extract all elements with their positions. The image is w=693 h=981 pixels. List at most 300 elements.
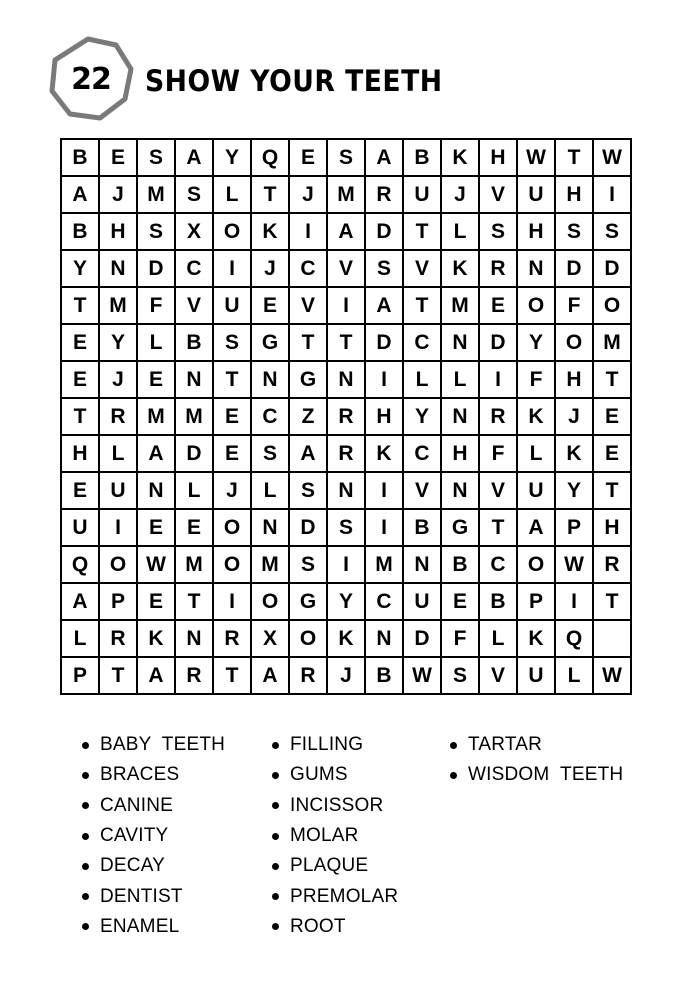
grid-cell[interactable] — [100, 584, 138, 621]
grid-cell[interactable] — [594, 140, 632, 177]
grid-cell[interactable] — [252, 473, 290, 510]
grid-cell[interactable] — [62, 362, 100, 399]
grid-letter: C — [186, 256, 202, 280]
grid-letter: R — [338, 441, 354, 465]
grid-cell[interactable] — [214, 214, 252, 251]
grid-cell[interactable] — [62, 399, 100, 436]
grid-cell[interactable] — [138, 214, 176, 251]
grid-cell[interactable] — [252, 436, 290, 473]
grid-cell[interactable] — [214, 325, 252, 362]
grid-cell[interactable] — [62, 177, 100, 214]
grid-cell[interactable] — [556, 214, 594, 251]
grid-cell[interactable] — [518, 510, 556, 547]
grid-cell[interactable] — [404, 436, 442, 473]
grid-cell[interactable] — [366, 251, 404, 288]
grid-cell[interactable] — [290, 510, 328, 547]
grid-cell[interactable] — [480, 473, 518, 510]
grid-cell[interactable] — [100, 177, 138, 214]
grid-cell[interactable] — [366, 288, 404, 325]
grid-cell[interactable] — [518, 436, 556, 473]
grid-cell[interactable] — [404, 399, 442, 436]
grid-cell[interactable] — [138, 288, 176, 325]
grid-cell[interactable] — [214, 510, 252, 547]
grid-cell[interactable] — [556, 140, 594, 177]
grid-cell[interactable] — [176, 325, 214, 362]
word-list-item — [82, 730, 225, 760]
grid-cell[interactable] — [176, 251, 214, 288]
grid-cell[interactable] — [366, 584, 404, 621]
grid-cell[interactable] — [556, 436, 594, 473]
grid-cell[interactable] — [290, 436, 328, 473]
grid-letter: S — [566, 219, 581, 243]
grid-cell[interactable] — [328, 399, 366, 436]
word-label: GUMS — [290, 764, 348, 786]
grid-cell[interactable] — [100, 436, 138, 473]
grid-letter: W — [146, 552, 166, 576]
grid-cell[interactable] — [62, 288, 100, 325]
grid-cell[interactable] — [252, 621, 290, 658]
grid-cell[interactable] — [100, 547, 138, 584]
grid-cell[interactable] — [366, 214, 404, 251]
grid-cell[interactable] — [328, 140, 366, 177]
word-list-item — [82, 760, 225, 790]
grid-cell[interactable] — [518, 473, 556, 510]
grid-cell[interactable] — [62, 214, 100, 251]
grid-cell[interactable] — [556, 621, 594, 658]
grid-cell[interactable] — [176, 362, 214, 399]
grid-cell[interactable] — [138, 621, 176, 658]
grid-cell[interactable] — [62, 658, 100, 695]
grid-cell[interactable] — [518, 658, 556, 695]
grid-letter: P — [110, 589, 125, 613]
grid-letter: T — [415, 219, 429, 243]
grid-cell[interactable] — [62, 436, 100, 473]
grid-cell[interactable] — [252, 288, 290, 325]
grid-letter: N — [338, 367, 354, 391]
grid-cell[interactable] — [176, 547, 214, 584]
grid-cell[interactable] — [252, 140, 290, 177]
bullet-icon — [82, 833, 89, 840]
grid-cell[interactable] — [480, 510, 518, 547]
grid-cell[interactable] — [290, 621, 328, 658]
grid-cell[interactable] — [556, 547, 594, 584]
grid-cell[interactable] — [100, 658, 138, 695]
grid-cell[interactable] — [594, 510, 632, 547]
grid-cell[interactable] — [138, 658, 176, 695]
grid-cell[interactable] — [556, 510, 594, 547]
grid-cell[interactable] — [176, 584, 214, 621]
word-label: CANINE — [100, 794, 173, 816]
grid-cell[interactable] — [480, 436, 518, 473]
grid-cell[interactable] — [290, 362, 328, 399]
grid-letter: H — [528, 219, 544, 243]
grid-cell[interactable] — [62, 473, 100, 510]
grid-cell[interactable] — [442, 584, 480, 621]
grid-cell[interactable] — [404, 510, 442, 547]
grid-cell[interactable] — [214, 547, 252, 584]
grid-cell[interactable] — [366, 140, 404, 177]
grid-cell[interactable] — [404, 177, 442, 214]
grid-cell[interactable] — [138, 251, 176, 288]
grid-cell[interactable] — [594, 325, 632, 362]
grid-cell[interactable] — [328, 362, 366, 399]
word-label: FILLING — [290, 734, 364, 756]
grid-letter: V — [300, 293, 315, 317]
grid-letter: N — [452, 330, 468, 354]
word-label: ROOT — [290, 915, 346, 937]
grid-cell[interactable] — [328, 214, 366, 251]
grid-cell[interactable] — [404, 473, 442, 510]
grid-cell[interactable] — [62, 584, 100, 621]
grid-cell[interactable] — [518, 621, 556, 658]
word-list-item — [272, 791, 398, 821]
grid-letter: H — [490, 145, 506, 169]
grid-cell[interactable] — [100, 510, 138, 547]
grid-letter: N — [186, 626, 202, 650]
grid-cell[interactable] — [290, 547, 328, 584]
grid-cell[interactable] — [366, 362, 404, 399]
grid-cell[interactable] — [366, 399, 404, 436]
grid-cell[interactable] — [176, 658, 214, 695]
grid-cell[interactable] — [442, 436, 480, 473]
grid-letter: M — [185, 404, 203, 428]
grid-cell[interactable] — [62, 621, 100, 658]
grid-letter: Y — [528, 330, 543, 354]
grid-letter: W — [412, 663, 432, 687]
grid-letter: E — [300, 145, 315, 169]
grid-letter: E — [72, 478, 87, 502]
grid-cell[interactable] — [366, 436, 404, 473]
grid-letter: D — [490, 330, 506, 354]
grid-cell[interactable] — [404, 288, 442, 325]
grid-cell[interactable] — [556, 177, 594, 214]
grid-cell[interactable] — [328, 510, 366, 547]
grid-cell[interactable] — [556, 658, 594, 695]
grid-cell[interactable] — [138, 584, 176, 621]
grid-cell[interactable] — [556, 362, 594, 399]
grid-cell[interactable] — [252, 177, 290, 214]
grid-cell[interactable] — [442, 658, 480, 695]
grid-cell[interactable] — [252, 658, 290, 695]
grid-cell[interactable] — [480, 325, 518, 362]
grid-cell[interactable] — [594, 473, 632, 510]
grid-letter: R — [110, 404, 126, 428]
word-list-item — [82, 912, 225, 942]
grid-cell[interactable] — [328, 658, 366, 695]
grid-cell[interactable] — [556, 251, 594, 288]
grid-letter: U — [528, 182, 544, 206]
grid-cell[interactable] — [290, 140, 328, 177]
grid-cell[interactable] — [62, 325, 100, 362]
grid-cell[interactable] — [518, 584, 556, 621]
word-list-item — [272, 881, 398, 911]
grid-cell[interactable] — [290, 473, 328, 510]
grid-letter: J — [226, 478, 238, 502]
grid-letter: L — [529, 441, 543, 465]
grid-cell[interactable] — [480, 658, 518, 695]
grid-cell[interactable] — [100, 621, 138, 658]
grid-letter: A — [262, 663, 278, 687]
grid-cell[interactable] — [404, 362, 442, 399]
grid-cell[interactable] — [290, 584, 328, 621]
bullet-icon — [272, 772, 279, 779]
grid-cell[interactable] — [328, 584, 366, 621]
grid-cell[interactable] — [62, 251, 100, 288]
grid-letter: A — [148, 441, 164, 465]
grid-cell[interactable] — [594, 621, 632, 658]
grid-cell[interactable] — [442, 621, 480, 658]
grid-cell[interactable] — [176, 214, 214, 251]
grid-cell[interactable] — [518, 362, 556, 399]
grid-letter: J — [112, 367, 124, 391]
grid-letter: Y — [338, 589, 353, 613]
grid-cell[interactable] — [100, 325, 138, 362]
grid-cell[interactable] — [442, 140, 480, 177]
grid-letter: U — [72, 515, 88, 539]
puzzle-number-badge — [48, 36, 134, 122]
grid-cell[interactable] — [480, 584, 518, 621]
grid-cell[interactable] — [290, 288, 328, 325]
grid-cell[interactable] — [366, 473, 404, 510]
grid-letter: Y — [414, 404, 429, 428]
grid-letter: J — [454, 182, 466, 206]
grid-cell[interactable] — [404, 140, 442, 177]
grid-letter: W — [564, 552, 584, 576]
grid-cell[interactable] — [214, 288, 252, 325]
grid-cell[interactable] — [100, 288, 138, 325]
grid-letter: D — [186, 441, 202, 465]
grid-cell[interactable] — [138, 399, 176, 436]
grid-cell[interactable] — [290, 399, 328, 436]
grid-letter: V — [414, 256, 429, 280]
grid-cell[interactable] — [480, 547, 518, 584]
grid-cell[interactable] — [480, 140, 518, 177]
grid-letter: H — [72, 441, 88, 465]
grid-cell[interactable] — [252, 510, 290, 547]
grid-cell[interactable] — [290, 325, 328, 362]
bullet-icon — [272, 923, 279, 930]
grid-letter: F — [529, 367, 543, 391]
grid-cell[interactable] — [138, 325, 176, 362]
grid-cell[interactable] — [404, 214, 442, 251]
grid-cell[interactable] — [518, 547, 556, 584]
grid-cell[interactable] — [480, 621, 518, 658]
grid-cell[interactable] — [518, 177, 556, 214]
grid-cell[interactable] — [480, 177, 518, 214]
grid-cell[interactable] — [366, 547, 404, 584]
grid-letter: A — [186, 145, 202, 169]
word-list-column-2 — [272, 730, 398, 942]
grid-letter: D — [604, 256, 620, 280]
grid-cell[interactable] — [176, 510, 214, 547]
grid-letter: S — [338, 145, 353, 169]
grid-cell[interactable] — [290, 658, 328, 695]
grid-cell[interactable] — [176, 177, 214, 214]
word-list — [0, 730, 693, 950]
grid-cell[interactable] — [404, 251, 442, 288]
grid-cell[interactable] — [214, 399, 252, 436]
grid-cell[interactable] — [252, 251, 290, 288]
grid-letter: X — [186, 219, 201, 243]
grid-cell[interactable] — [556, 584, 594, 621]
grid-cell[interactable] — [594, 436, 632, 473]
grid-letter: I — [495, 367, 501, 391]
grid-cell[interactable] — [138, 473, 176, 510]
grid-cell[interactable] — [442, 547, 480, 584]
grid-cell[interactable] — [518, 140, 556, 177]
grid-cell[interactable] — [404, 325, 442, 362]
grid-letter: P — [528, 589, 543, 613]
grid-cell[interactable] — [328, 288, 366, 325]
grid-cell[interactable] — [252, 362, 290, 399]
grid-cell[interactable] — [100, 399, 138, 436]
grid-cell[interactable] — [594, 399, 632, 436]
grid-cell[interactable] — [138, 140, 176, 177]
grid-letter: Q — [261, 145, 279, 169]
grid-cell[interactable] — [328, 251, 366, 288]
grid-letter: B — [72, 145, 88, 169]
grid-cell[interactable] — [480, 214, 518, 251]
grid-cell[interactable] — [176, 399, 214, 436]
grid-cell[interactable] — [138, 177, 176, 214]
grid-cell[interactable] — [518, 214, 556, 251]
grid-cell[interactable] — [176, 473, 214, 510]
grid-cell[interactable] — [176, 436, 214, 473]
grid-cell[interactable] — [366, 658, 404, 695]
grid-cell[interactable] — [62, 510, 100, 547]
grid-cell[interactable] — [100, 140, 138, 177]
grid-cell[interactable] — [100, 214, 138, 251]
grid-cell[interactable] — [366, 177, 404, 214]
grid-cell[interactable] — [328, 621, 366, 658]
grid-cell[interactable] — [176, 288, 214, 325]
word-label: CAVITY — [100, 825, 169, 847]
grid-cell[interactable] — [366, 510, 404, 547]
grid-cell[interactable] — [480, 288, 518, 325]
grid-cell[interactable] — [138, 510, 176, 547]
grid-letter: B — [414, 145, 430, 169]
grid-cell[interactable] — [442, 214, 480, 251]
grid-cell[interactable] — [518, 251, 556, 288]
grid-letter: M — [603, 330, 621, 354]
grid-letter: O — [109, 552, 127, 576]
grid-cell[interactable] — [594, 214, 632, 251]
grid-cell[interactable] — [214, 140, 252, 177]
grid-cell[interactable] — [518, 399, 556, 436]
grid-cell[interactable] — [290, 177, 328, 214]
grid-letter: F — [567, 293, 581, 317]
grid-cell[interactable] — [100, 362, 138, 399]
grid-cell[interactable] — [138, 436, 176, 473]
grid-cell[interactable] — [328, 325, 366, 362]
grid-cell[interactable] — [442, 177, 480, 214]
grid-cell[interactable] — [594, 288, 632, 325]
grid-letter: V — [490, 182, 505, 206]
grid-cell[interactable] — [442, 510, 480, 547]
grid-cell[interactable] — [100, 251, 138, 288]
bullet-icon — [272, 742, 279, 749]
grid-cell[interactable] — [442, 362, 480, 399]
grid-letter: T — [605, 589, 619, 613]
grid-cell[interactable] — [290, 214, 328, 251]
grid-cell[interactable] — [328, 547, 366, 584]
grid-cell[interactable] — [404, 621, 442, 658]
grid-letter: U — [224, 293, 240, 317]
grid-cell[interactable] — [214, 251, 252, 288]
grid-cell[interactable] — [252, 547, 290, 584]
grid-letter: K — [528, 404, 544, 428]
grid-cell[interactable] — [100, 473, 138, 510]
grid-letter: T — [225, 663, 239, 687]
grid-cell[interactable] — [556, 325, 594, 362]
grid-cell[interactable] — [252, 584, 290, 621]
grid-cell[interactable] — [366, 325, 404, 362]
grid-cell[interactable] — [594, 177, 632, 214]
grid-cell[interactable] — [404, 584, 442, 621]
grid-cell[interactable] — [252, 325, 290, 362]
grid-cell[interactable] — [214, 177, 252, 214]
grid-letter: E — [224, 441, 239, 465]
grid-cell[interactable] — [518, 325, 556, 362]
grid-cell[interactable] — [214, 584, 252, 621]
grid-cell[interactable] — [594, 584, 632, 621]
grid-letter: H — [376, 404, 392, 428]
grid-cell[interactable] — [366, 621, 404, 658]
grid-cell[interactable] — [214, 473, 252, 510]
grid-cell[interactable] — [480, 399, 518, 436]
grid-cell[interactable] — [214, 658, 252, 695]
grid-cell[interactable] — [442, 473, 480, 510]
grid-cell[interactable] — [594, 658, 632, 695]
grid-cell[interactable] — [404, 547, 442, 584]
grid-cell[interactable] — [480, 251, 518, 288]
grid-cell[interactable] — [594, 362, 632, 399]
grid-cell[interactable] — [214, 621, 252, 658]
grid-cell[interactable] — [214, 362, 252, 399]
grid-cell[interactable] — [252, 214, 290, 251]
grid-cell[interactable] — [138, 362, 176, 399]
grid-letter: L — [453, 219, 467, 243]
grid-cell[interactable] — [556, 288, 594, 325]
grid-cell[interactable] — [328, 473, 366, 510]
grid-cell[interactable] — [556, 473, 594, 510]
grid-cell[interactable] — [442, 325, 480, 362]
grid-letter: G — [299, 589, 317, 613]
grid-letter: S — [262, 441, 277, 465]
grid-cell[interactable] — [442, 399, 480, 436]
grid-cell[interactable] — [442, 288, 480, 325]
grid-cell[interactable] — [556, 399, 594, 436]
grid-cell[interactable] — [62, 140, 100, 177]
word-list-item — [272, 912, 398, 942]
grid-cell[interactable] — [176, 140, 214, 177]
grid-cell[interactable] — [594, 251, 632, 288]
grid-letter: G — [299, 367, 317, 391]
grid-cell[interactable] — [214, 436, 252, 473]
grid-cell[interactable] — [518, 288, 556, 325]
grid-cell[interactable] — [404, 658, 442, 695]
grid-cell[interactable] — [252, 399, 290, 436]
grid-cell[interactable] — [328, 436, 366, 473]
grid-cell[interactable] — [176, 621, 214, 658]
grid-cell[interactable] — [328, 177, 366, 214]
grid-cell[interactable] — [594, 547, 632, 584]
grid-cell[interactable] — [442, 251, 480, 288]
grid-cell[interactable] — [480, 362, 518, 399]
grid-cell[interactable] — [138, 547, 176, 584]
grid-cell[interactable] — [290, 251, 328, 288]
grid-cell[interactable] — [62, 547, 100, 584]
